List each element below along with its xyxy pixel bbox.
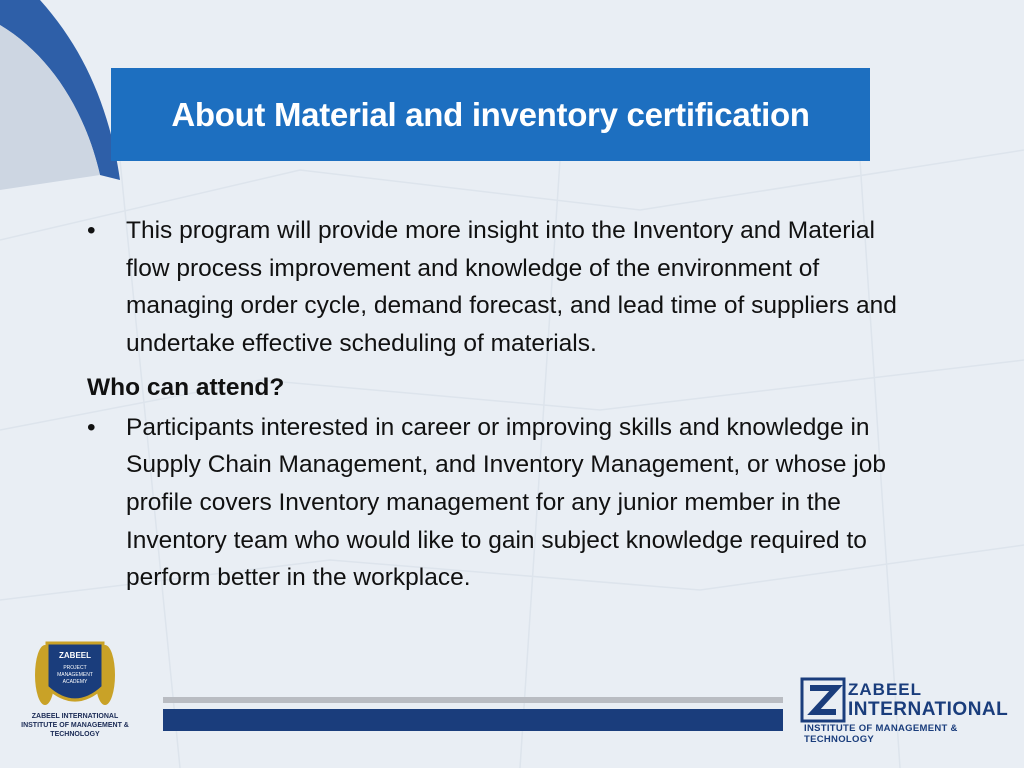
- svg-text:ACADEMY: ACADEMY: [62, 679, 88, 685]
- svg-text:MANAGEMENT: MANAGEMENT: [57, 672, 93, 678]
- slide-title: About Material and inventory certification: [171, 95, 810, 133]
- footer-bar-thin: [163, 697, 783, 703]
- institute-name-line1: ZABEEL: [848, 680, 922, 699]
- academy-caption-line2: INSTITUTE OF MANAGEMENT & TECHNOLOGY: [21, 722, 129, 738]
- bullet-text: This program will provide more insight into the Inventory and Material flow process improvement and knowledge of the environment of managing order cycle, demand forecast, and lead time of suppliers and undertake effective scheduling of materials.: [126, 217, 897, 358]
- title-banner: [111, 68, 870, 161]
- bullet-marker: •: [87, 413, 96, 441]
- institute-tagline: INSTITUTE OF MANAGEMENT & TECHNOLOGY: [804, 723, 958, 745]
- svg-text:PROJECT: PROJECT: [63, 665, 87, 671]
- svg-text:ZABEEL: ZABEEL: [59, 651, 91, 660]
- academy-caption: [0, 712, 150, 739]
- academy-caption-line1: ZABEEL INTERNATIONAL: [31, 713, 119, 720]
- bullet-item: [87, 409, 907, 598]
- footer-bar-thick: [163, 709, 783, 731]
- section-subheading: Who can attend?: [87, 373, 285, 401]
- institute-name-line2: INTERNATIONAL: [848, 699, 1009, 720]
- bullet-text: Participants interested in career or improving skills and knowledge in Supply Chain Management, and Inventory Management, or whose job profile covers Inventory management for any junior member in the Inventory team who would like to gain subject knowledge required to perform better in the workplace.: [126, 413, 886, 592]
- bullet-item: [87, 212, 907, 363]
- bullet-marker: •: [87, 217, 96, 244]
- slide-body: [87, 212, 907, 597]
